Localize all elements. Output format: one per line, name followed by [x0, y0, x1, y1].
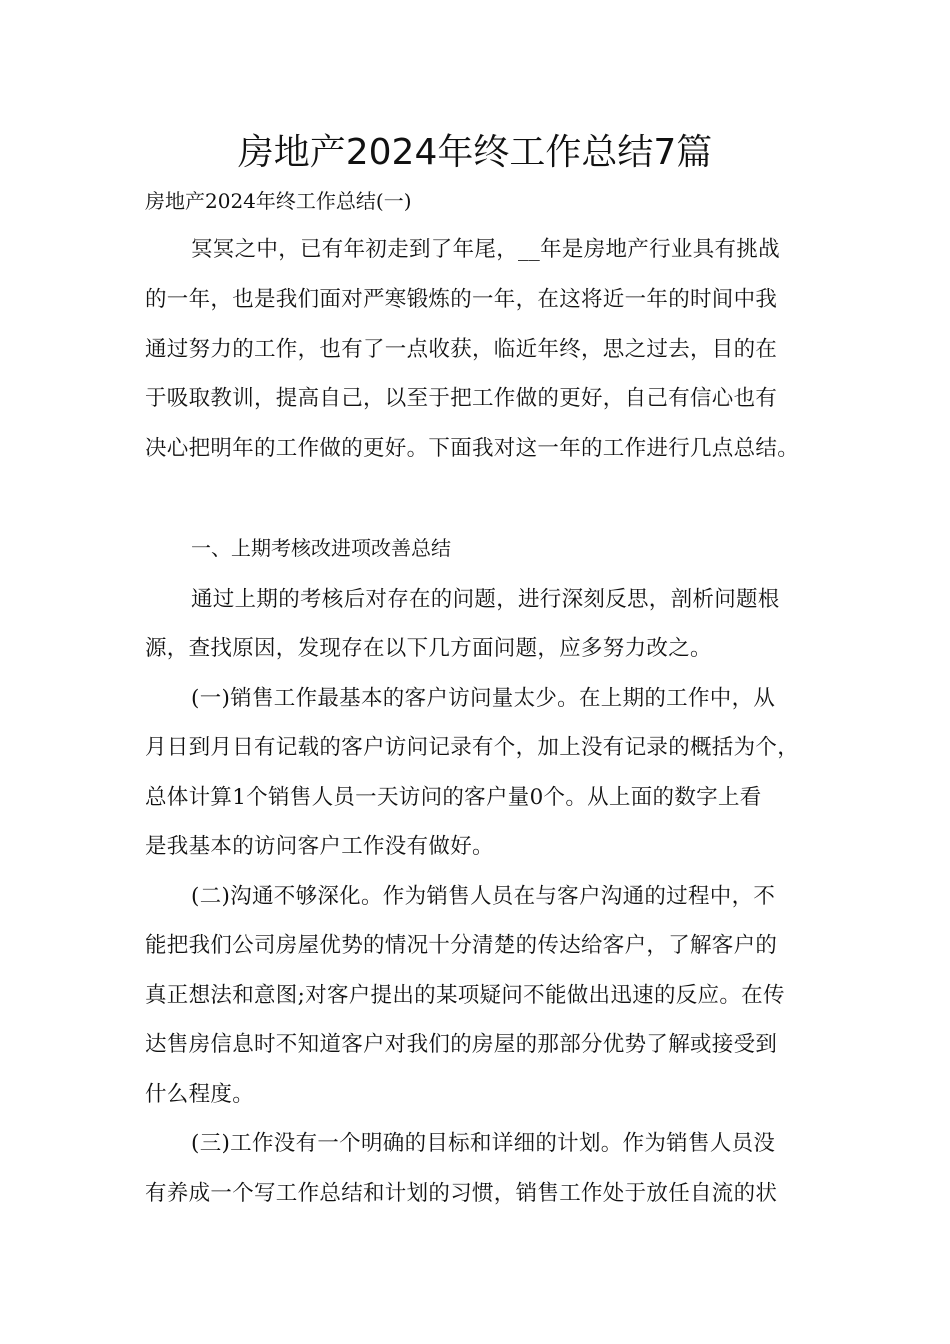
- paragraph-line: 达售房信息时不知道客户对我们的房屋的那部分优势了解或接受到: [145, 1032, 778, 1057]
- section-heading: 一、上期考核改进项改善总结: [191, 536, 451, 560]
- paragraph-line: 真正想法和意图;对客户提出的某项疑问不能做出迅速的反应。在传: [145, 983, 785, 1008]
- paragraph-line: (三)工作没有一个明确的目标和详细的计划。作为销售人员没: [191, 1131, 776, 1156]
- paragraph-line: 有养成一个写工作总结和计划的习惯，销售工作处于放任自流的状: [145, 1181, 778, 1206]
- document-title: 房地产2024年终工作总结7篇: [237, 132, 713, 173]
- paragraph-line: 通过努力的工作，也有了一点收获，临近年终，思之过去，目的在: [145, 337, 778, 362]
- paragraph-line: 源，查找原因，发现存在以下几方面问题，应多努力改之。: [145, 636, 712, 661]
- paragraph-line: 决心把明年的工作做的更好。下面我对这一年的工作进行几点总结。: [145, 436, 800, 461]
- paragraph-line: (一)销售工作最基本的客户访问量太少。在上期的工作中，从: [191, 686, 776, 711]
- paragraph-line: 月日到月日有记载的客户访问记录有个，加上没有记录的概括为个，: [145, 735, 800, 760]
- document-subtitle: 房地产2024年终工作总结(一): [145, 189, 412, 213]
- paragraph-line: 什么程度。: [145, 1082, 255, 1107]
- paragraph-line: 是我基本的访问客户工作没有做好。: [145, 834, 494, 859]
- paragraph-line: 冥冥之中，已有年初走到了年尾，__年是房地产行业具有挑战: [191, 237, 780, 262]
- paragraph-line: 于吸取教训，提高自己，以至于把工作做的更好，自己有信心也有: [145, 386, 778, 411]
- paragraph-line: 通过上期的考核后对存在的问题，进行深刻反思，剖析问题根: [191, 587, 780, 612]
- paragraph-line: 总体计算1个销售人员一天访问的客户量0个。从上面的数字上看: [145, 785, 762, 810]
- paragraph-line: 能把我们公司房屋优势的情况十分清楚的传达给客户，了解客户的: [145, 933, 778, 958]
- paragraph-line: (二)沟通不够深化。作为销售人员在与客户沟通的过程中，不: [191, 884, 776, 909]
- paragraph-line: 的一年，也是我们面对严寒锻炼的一年，在这将近一年的时间中我: [145, 287, 778, 312]
